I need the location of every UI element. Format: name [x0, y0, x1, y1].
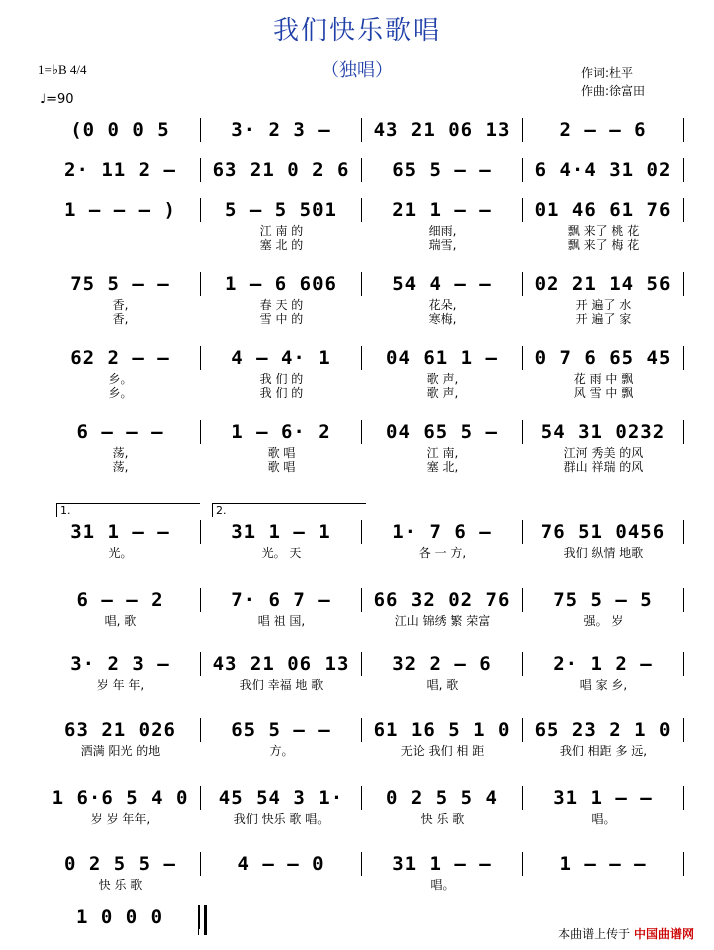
measure-notes: 3· 2 3 –	[70, 653, 170, 675]
lyric-text: 香,	[112, 312, 129, 326]
measure	[362, 786, 523, 810]
measure-notes: 02 21 14 56	[534, 273, 672, 295]
measure	[523, 786, 684, 810]
measure	[201, 786, 362, 810]
lyric-text: 歌 唱	[267, 446, 296, 460]
measure-notes: 0 2 5 5 4	[386, 787, 498, 809]
lyric-text: 无论 我们 相 距	[400, 744, 485, 758]
notes-row	[40, 588, 684, 612]
lyric-text: 我们 幸福 地 歌	[239, 678, 324, 692]
measure	[523, 852, 684, 876]
lyric-line	[40, 310, 684, 324]
lyric-text: 洒满 阳光 的地	[80, 744, 161, 758]
notes-row	[40, 118, 684, 142]
measure-notes: 75 5 – –	[70, 273, 170, 295]
measure	[201, 346, 362, 370]
measure-notes: 65 5 – –	[231, 719, 331, 741]
measure-notes: 31 1 – –	[553, 787, 653, 809]
lyric-text: 唱。	[430, 878, 455, 892]
song-title: 我们快乐歌唱	[272, 16, 441, 46]
lyric-text	[201, 876, 362, 890]
lyric-text: 塞 北 的	[259, 238, 304, 252]
measure	[201, 718, 362, 742]
measure-notes: 1 0 0 0	[75, 906, 164, 928]
measure	[201, 118, 362, 142]
lyric-text: 唱 家 乡,	[579, 678, 628, 692]
score-system	[40, 118, 684, 142]
lyric-text: 光。	[108, 546, 133, 560]
measure	[362, 420, 523, 444]
lyric-text: 群山 祥瑞 的风	[563, 460, 644, 474]
measure	[362, 158, 523, 182]
lyric-text: 我 们 的	[259, 372, 304, 386]
measure-notes: 6 – – –	[76, 421, 164, 443]
measure-notes: 1 – 6· 2	[231, 421, 331, 443]
lyric-text: 歌 声,	[426, 386, 459, 400]
lyric-text: 我们 相距 多 远,	[559, 744, 648, 758]
key-label: 1=♭B	[38, 62, 67, 77]
score-system	[40, 852, 684, 890]
measure-notes: 31 1 – 1	[231, 521, 331, 543]
measure-notes: 2· 11 2 –	[64, 159, 176, 181]
measure	[40, 905, 200, 929]
measure	[362, 118, 523, 142]
measure-notes: 2· 1 2 –	[553, 653, 653, 675]
lyric-text: 塞 北,	[426, 460, 459, 474]
measure	[201, 158, 362, 182]
lyric-text: 歌 声,	[426, 372, 459, 386]
lyric-text: 强。 岁	[583, 614, 624, 628]
measure-notes: 6 4·4 31 02	[534, 159, 672, 181]
measure	[40, 118, 201, 142]
lyric-line	[40, 612, 684, 626]
measure-notes: 1 – – – )	[64, 199, 176, 221]
lyric-text: 岁 年 年,	[96, 678, 145, 692]
lyric-text	[40, 236, 201, 250]
volta-first: 1.	[56, 503, 200, 517]
score-system	[40, 588, 684, 626]
footer	[558, 925, 694, 942]
score-system	[40, 272, 684, 324]
lyric-text: 江 南 的	[259, 224, 304, 238]
lyric-text: 光。 天	[261, 546, 302, 560]
lyric-text: 江河 秀美 的风	[563, 446, 644, 460]
lyric-text: 寒梅,	[428, 312, 457, 326]
measure	[523, 520, 684, 544]
lyric-text: 我们 快乐 歌 唱。	[233, 812, 330, 826]
measure	[40, 588, 201, 612]
lyric-text: 歌 唱	[267, 460, 296, 474]
lyric-text: 方。	[269, 744, 294, 758]
lyric-line	[40, 236, 684, 250]
measure-notes: 65 5 – –	[392, 159, 492, 181]
measure	[40, 652, 201, 676]
measure-notes: 4 – – 0	[237, 853, 325, 875]
lyric-text: 乡。	[108, 386, 133, 400]
measure-notes: 43 21 06 13	[373, 119, 511, 141]
measure	[40, 272, 201, 296]
score-system	[40, 158, 684, 182]
measure	[201, 588, 362, 612]
lyric-text: 唱, 歌	[104, 614, 137, 628]
measure-notes: 0 7 6 65 45	[534, 347, 672, 369]
measure	[523, 588, 684, 612]
measure	[40, 198, 201, 222]
score-system	[40, 905, 200, 929]
lyric-line	[40, 384, 684, 398]
lyric-text: 风 雪 中 飘	[573, 386, 634, 400]
notes-row	[40, 346, 684, 370]
lyric-text	[40, 222, 201, 236]
lyric-text: 我们 纵情 地歌	[563, 546, 644, 560]
lyric-text: 江 南,	[426, 446, 459, 460]
score-system	[40, 652, 684, 690]
measure-notes: 4 – 4· 1	[231, 347, 331, 369]
time-signature: 4/4	[69, 62, 87, 77]
measure-notes: 04 65 5 –	[386, 421, 498, 443]
measure-notes: 63 21 0 2 6	[212, 159, 350, 181]
lyric-line	[40, 676, 684, 690]
lyric-text: 各 一 方,	[418, 546, 467, 560]
lyric-text: 唱, 歌	[426, 678, 459, 692]
lyric-line	[40, 296, 684, 310]
measure	[201, 520, 362, 544]
measure	[201, 420, 362, 444]
measure-notes: 61 16 5 1 0	[373, 719, 511, 741]
measure-notes: 32 2 – 6	[392, 653, 492, 675]
site-logo: 中国曲谱网	[633, 927, 694, 941]
notes-row	[40, 786, 684, 810]
lyric-text: 岁 岁 年年,	[90, 812, 151, 826]
lyric-text: 唱。	[591, 812, 616, 826]
measure-notes: 1 6·6 5 4 0	[51, 787, 189, 809]
measure-notes: 65 23 2 1 0	[534, 719, 672, 741]
lyric-text: 快 乐 歌	[420, 812, 465, 826]
measure	[362, 588, 523, 612]
measure	[362, 346, 523, 370]
lyric-line	[40, 222, 684, 236]
measure	[523, 652, 684, 676]
measure-notes: 6 – – 2	[76, 589, 164, 611]
measure	[523, 158, 684, 182]
key-signature	[38, 62, 87, 78]
final-barline	[198, 905, 207, 935]
measure	[362, 198, 523, 222]
measure-notes: 0 2 5 5 –	[64, 853, 176, 875]
notes-row	[40, 198, 684, 222]
score-system	[40, 520, 684, 558]
measure	[40, 718, 201, 742]
lyric-text: 春 天 的	[259, 298, 304, 312]
lyric-text: 花 雨 中 飘	[573, 372, 634, 386]
measure-notes: 1· 7 6 –	[392, 521, 492, 543]
lyric-text: 雪 中 的	[259, 312, 304, 326]
lyric-text	[523, 876, 684, 890]
measure	[523, 346, 684, 370]
lyric-text: 开 遍了 家	[575, 312, 632, 326]
measure-notes: 31 1 – –	[70, 521, 170, 543]
score-system	[40, 718, 684, 756]
notes-row	[40, 158, 684, 182]
measure-notes: 2 – – 6	[559, 119, 647, 141]
lyric-text: 我 们 的	[259, 386, 304, 400]
measure	[40, 852, 201, 876]
measure-notes: 31 1 – –	[392, 853, 492, 875]
measure	[201, 852, 362, 876]
notes-row	[40, 520, 684, 544]
lyric-text: 飘 来了 桃 花	[567, 224, 640, 238]
measure	[523, 718, 684, 742]
notes-row	[40, 852, 684, 876]
measure	[362, 272, 523, 296]
lyric-text: 快 乐 歌	[98, 878, 143, 892]
measure-notes: 04 61 1 –	[386, 347, 498, 369]
measure	[523, 118, 684, 142]
score-system	[40, 198, 684, 250]
measure-notes: 7· 6 7 –	[231, 589, 331, 611]
measure-notes: 76 51 0456	[540, 521, 666, 543]
measure	[201, 652, 362, 676]
measure-notes: 62 2 – –	[70, 347, 170, 369]
measure	[40, 520, 201, 544]
notes-row	[40, 905, 200, 929]
measure-notes: 45 54 3 1·	[218, 787, 344, 809]
measure	[523, 198, 684, 222]
notes-row	[40, 272, 684, 296]
lyric-text: 开 遍了 水	[575, 298, 632, 312]
measure	[523, 272, 684, 296]
lyric-text: 花朵,	[428, 298, 457, 312]
measure-notes: 5 – 5 501	[225, 199, 337, 221]
lyric-text: 唱 祖 国,	[257, 614, 306, 628]
measure	[40, 158, 201, 182]
composer-credit: 作曲:徐富田	[581, 84, 646, 98]
measure	[40, 346, 201, 370]
lyric-line	[40, 444, 684, 458]
notes-row	[40, 718, 684, 742]
measure-notes: 01 46 61 76	[534, 199, 672, 221]
measure	[201, 272, 362, 296]
measure-notes: 75 5 – 5	[553, 589, 653, 611]
measure	[362, 652, 523, 676]
lyric-line	[40, 544, 684, 558]
measure-notes: 21 1 – –	[392, 199, 492, 221]
lyric-line	[40, 370, 684, 384]
song-subtitle: （独唱）	[321, 60, 393, 81]
measure-notes: (0 0 0 5	[70, 119, 170, 141]
measure-notes: 66 32 02 76	[373, 589, 511, 611]
score-system	[40, 420, 684, 472]
lyric-text: 香,	[112, 298, 129, 312]
lyric-text: 荡,	[112, 446, 129, 460]
measure-notes: 54 31 0232	[540, 421, 666, 443]
notes-row	[40, 420, 684, 444]
measure-notes: 1 – 6 606	[225, 273, 337, 295]
footer-uploaded: 本曲谱上传于	[558, 927, 631, 941]
tempo-mark: ♩=90	[40, 92, 74, 107]
score-system	[40, 346, 684, 398]
lyricist-credit: 作词:杜平	[581, 66, 634, 80]
measure	[362, 852, 523, 876]
lyric-text: 乡。	[108, 372, 133, 386]
lyric-line	[40, 876, 684, 890]
notes-row	[40, 652, 684, 676]
lyric-text: 细雨,	[428, 224, 457, 238]
lyric-text: 江山 锦绣 繁 荣富	[394, 614, 491, 628]
lyric-line	[40, 810, 684, 824]
lyric-text: 荡,	[112, 460, 129, 474]
measure-notes: 63 21 026	[64, 719, 176, 741]
lyric-line	[40, 458, 684, 472]
score-system	[40, 786, 684, 824]
measure	[362, 718, 523, 742]
measure	[40, 420, 201, 444]
measure-notes: 3· 2 3 –	[231, 119, 331, 141]
measure-notes: 43 21 06 13	[212, 653, 350, 675]
measure	[40, 786, 201, 810]
volta-second: 2.	[212, 503, 366, 517]
lyric-text: 飘 来了 梅 花	[567, 238, 640, 252]
lyric-text: 瑞雪,	[428, 238, 457, 252]
measure-notes: 1 – – –	[559, 853, 647, 875]
measure	[362, 520, 523, 544]
measure	[201, 198, 362, 222]
lyric-line	[40, 742, 684, 756]
measure-notes: 54 4 – –	[392, 273, 492, 295]
measure	[523, 420, 684, 444]
